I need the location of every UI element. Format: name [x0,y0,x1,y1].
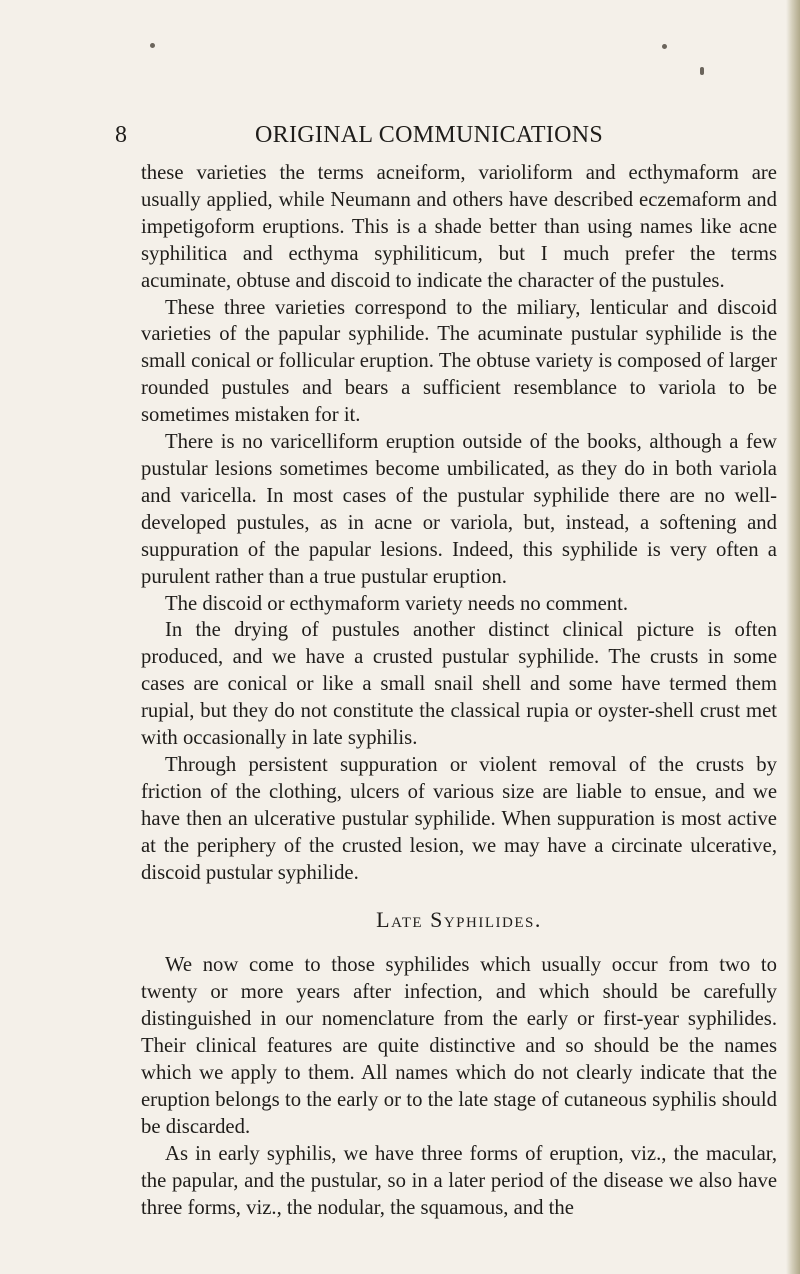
ink-speck [700,67,704,75]
paragraph: Through persistent suppuration or violent removal of the crusts by friction of the clothing, ulcers of various size are liable to ensue, and we have then an ulcerative pustular syphilide. When suppuration is most active at the periphery of the crusted lesion, we may have a circinate ulcerative, discoid pustular syphilide. [141,753,777,884]
paragraph: We now come to those syphilides which usually occur from two to twenty or more years after infection, and which should be carefully distinguished in our nomenclature from the early or first-year syphilides. Their clinical features are quite distinctive and so should be the names which we apply to them. All names which do not clearly indicate that the eruption belongs to the early or to the late stage of cutaneous syphilis should be discarded. [141,954,777,1138]
paragraph: There is no varicelliform eruption outside of the books, although a few pustular lesions sometimes become umbilicated, as they do in both variola and varicella. In most cases of the pustular syphilide there are no well-developed pustules, as in acne or variola, but, instead, a softening and suppuration of the papular lesions. Indeed, this syphilide is very often a purulent rather than a true pustular eruption. [141,431,777,588]
body-text [141,160,777,1222]
ink-speck [662,44,667,49]
section-heading: Late Syphilides. [376,907,542,933]
page-header [115,120,715,150]
paragraph: these varieties the terms acneiform, varioliform and ecthymaform are usually applied, while Neumann and others have described eczemaform and impetigoform eruptions. This is a shade better than using names like acne syphilitica and ecthyma syphiliticum, but I much prefer the terms acuminate, obtuse and discoid to indicate the character of the pustules. [141,162,777,292]
paragraph: As in early syphilis, we have three forms of eruption, viz., the macular, the papular, and the pustular, so in a later period of the disease we also have three forms, viz., the nodular, the squamous, and the [141,1142,777,1219]
ink-speck [150,43,155,48]
page-number: 8 [115,122,127,148]
running-title: ORIGINAL COMMUNICATIONS [255,122,604,148]
page-edge-shadow [786,0,800,1274]
paragraph: These three varieties correspond to the miliary, lenticular and discoid varieties of the papular syphilide. The acuminate pustular syphilide is the small conical or follicular eruption. The obtuse variety is composed of larger rounded pustules and bears a sufficient resemblance to variola to be sometimes mistaken for it. [141,296,777,427]
paragraph: The discoid or ecthymaform variety needs no comment. [165,592,629,615]
paragraph: In the drying of pustules another distinct clinical picture is often produced, and we have a crusted pustular syphilide. The crusts in some cases are conical or like a small snail shell and some have termed them rupial, but they do not constitute the classical rupia or oyster-shell crust met with occasionally in late syphilis. [141,619,777,750]
